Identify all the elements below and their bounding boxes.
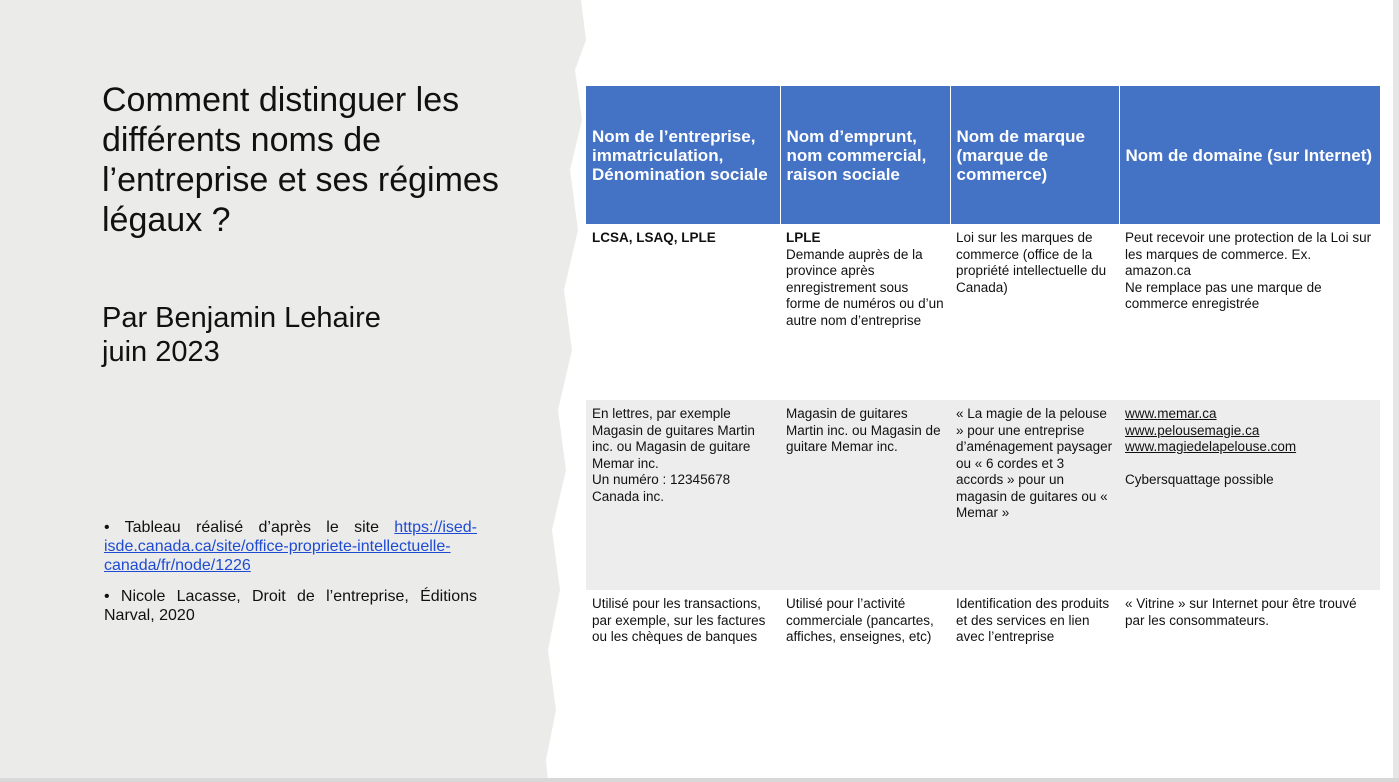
table-cell: Loi sur les marques de commerce (office de la propriété intellectuelle du Canada): [950, 224, 1119, 400]
source-item: [104, 587, 477, 625]
table-cell: [586, 400, 780, 590]
table-row: [586, 590, 1380, 676]
source-book: Nicole Lacasse, Droit de l’entreprise, Éditions Narval, 2020: [104, 588, 477, 624]
domain-link-pelousemagie[interactable]: www.pelousemagie.ca: [1125, 422, 1260, 438]
slide-bottom-edge: [0, 778, 1399, 782]
cell-text: En lettres, par exemple Magasin de guitares Martin inc. ou Magasin de guitare Memar inc.: [592, 406, 755, 471]
author-block: [102, 301, 532, 369]
table-cell: [1119, 224, 1380, 400]
domain-link-memar[interactable]: www.memar.ca: [1125, 406, 1217, 421]
domain-link-magiedelapelouse[interactable]: www.magiedelapelouse.com: [1125, 439, 1297, 454]
table-cell: [780, 224, 950, 400]
source-prefix: Tableau réalisé d’après le site: [124, 519, 379, 536]
sources-list: [104, 518, 477, 637]
source-item: [104, 518, 477, 575]
comparison-table: [586, 86, 1381, 676]
table-cell: Utilisé pour l’activité commerciale (pancartes, affiches, enseignes, etc): [780, 590, 950, 676]
table-cell: Identification des produits et des services en lien avec l’entreprise: [950, 590, 1119, 676]
table-cell: « Vitrine » sur Internet pour être trouvé par les consommateurs.: [1119, 590, 1380, 676]
law-acronym: LPLE: [786, 230, 821, 245]
table-cell: « La magie de la pelouse » pour une entreprise d’aménagement paysager ou « 6 cordes et 3 accords » pour un magasin de guitares ou « Memar »: [950, 400, 1119, 590]
table-cell: [1119, 400, 1380, 590]
source-link[interactable]: https://ised-isde.canada.ca/site/office-propriete-intellectuelle-canada/fr/node/1226: [104, 519, 477, 574]
table-row: [586, 400, 1380, 590]
header-brand-name: Nom de marque (marque de commerce): [950, 86, 1119, 224]
law-acronyms: LCSA, LSAQ, LPLE: [592, 230, 716, 245]
table-cell: Utilisé pour les transactions, par exemple, sur les factures ou les chèques de banques: [586, 590, 780, 676]
table-cell: [586, 224, 780, 400]
header-trade-name: Nom d’emprunt, nom commercial, raison sociale: [780, 86, 950, 224]
header-company-name: Nom de l’entreprise, immatriculation, Dénomination sociale: [586, 86, 780, 224]
bullet-icon: •: [104, 588, 110, 605]
cell-text: Ne remplace pas une marque de commerce enregistrée: [1125, 279, 1322, 311]
table-row: [586, 224, 1380, 400]
slide-edge: [1393, 0, 1399, 782]
header-domain-name: Nom de domaine (sur Internet): [1119, 86, 1380, 224]
table-cell: Magasin de guitares Martin inc. ou Magasin de guitare Memar inc.: [780, 400, 950, 590]
cell-text: Peut recevoir une protection de la Loi sur les marques de commerce. Ex. amazon.ca: [1125, 230, 1372, 278]
presentation-date: juin 2023: [102, 336, 220, 368]
author-name: Par Benjamin Lehaire: [102, 302, 381, 334]
cell-text: Cybersquattage possible: [1125, 472, 1274, 487]
slide-title: Comment distinguer les différents noms de l’entreprise et ses régimes légaux ?: [102, 81, 499, 239]
bullet-icon: •: [104, 519, 110, 536]
table-header-row: [586, 86, 1380, 224]
cell-text: Un numéro : 12345678 Canada inc.: [592, 472, 731, 504]
cell-text: Demande auprès de la province après enregistrement sous forme de numéros ou d’un autre nom d’entreprise: [786, 246, 944, 328]
